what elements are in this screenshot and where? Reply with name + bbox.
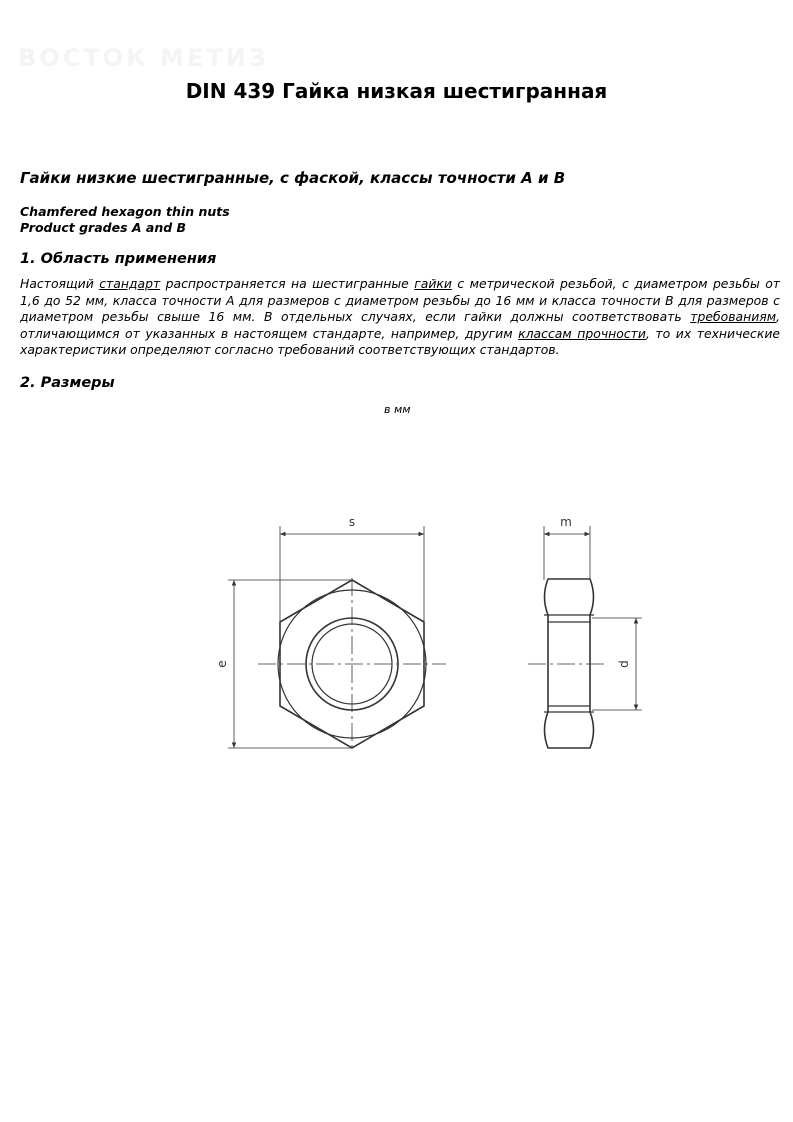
english-title-line-2: Product grades A and B [20,220,187,235]
scope-text: , то их технические характеристики определяют согласно требований соответствующих стандартов. [20,325,781,357]
link-standard[interactable]: стандарт [99,276,161,291]
watermark-logo: ВОСТОК МЕТИЗ [18,44,269,72]
english-title-line-1: Chamfered hexagon thin nuts [20,204,230,219]
dimension-label-e: e [215,660,229,668]
page-title: DIN 439 Гайка низкая шестигранная [185,79,608,103]
dimension-label-m: m [560,515,572,529]
front-view [228,526,446,752]
section-heading-dimensions: 2. Размеры [20,375,115,391]
side-view [528,526,642,748]
link-requirements[interactable]: требованиям [690,309,777,324]
document-subtitle: Гайки низкие шестигранные, с фаской, классы точности А и В [20,169,566,187]
dimension-label-d: d [617,660,631,668]
scope-text: распространяется на шестигранные [160,276,415,291]
side-outline [545,579,594,748]
scope-text: с метрической резьбой, с диаметром резьбы от 1,6 до 52 мм, класса точности А для размеров с диаметром резьбы до 16 мм и класса точности В для размеров с диаметром резьбы свыше 16 мм. В отдельных случаях, если гайки должны соответствовать [20,276,780,324]
section-heading-scope: 1. Область применения [20,251,217,267]
link-strength-classes[interactable]: классам прочности [518,325,646,341]
units-label: в мм [384,403,411,416]
link-nuts[interactable]: гайки [414,276,452,291]
scope-text: , отличающимся от указанных в настоящем стандарте, например, другим [20,309,780,341]
scope-text: Настоящий [20,276,100,291]
dimension-label-s: s [348,515,356,529]
